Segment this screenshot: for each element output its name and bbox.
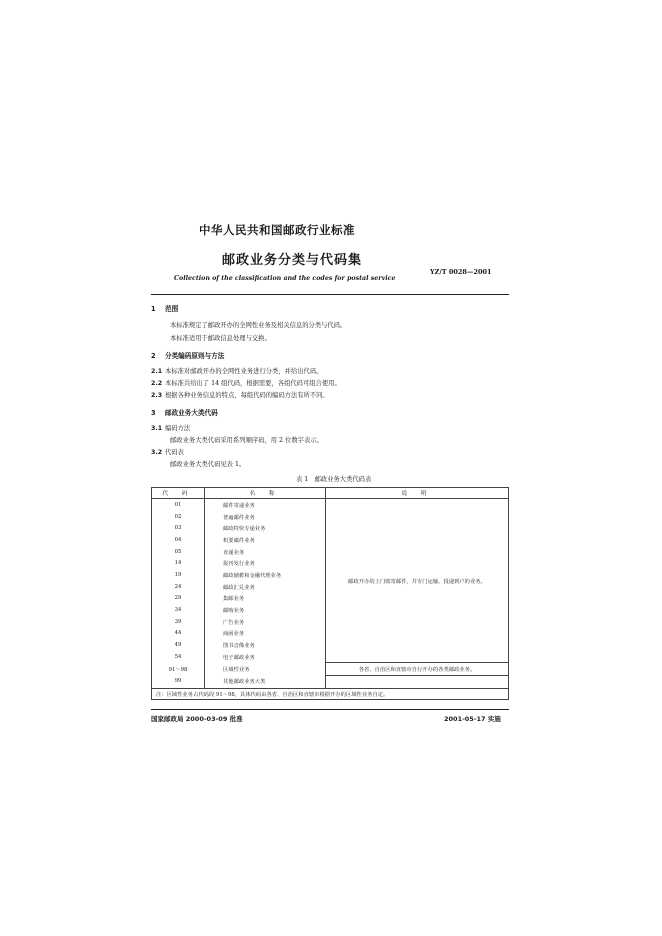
code-cell: 44: [152, 628, 205, 640]
code-cell: 39: [152, 616, 205, 628]
clause-2-2: [151, 378, 341, 387]
description-cell-empty: [326, 675, 509, 688]
code-cell: 19: [152, 569, 205, 581]
code-cell: 49: [152, 639, 205, 651]
table-note: 注：区域性业务占代码段 91～98，具体代码由各省、自治区和直辖市根据开办的区域性业务自定。: [152, 688, 509, 699]
document-title-english: Collection of the classification and the codes for postal service: [174, 275, 396, 282]
clause-title: 代码表: [165, 449, 184, 456]
name-cell: 商函业务: [205, 628, 326, 640]
code-cell: 04: [152, 534, 205, 546]
clause-text: 根据各种业务信息的特点，每组代码的编码方法有所不同。: [165, 392, 329, 399]
column-header-description: 说 明: [326, 488, 509, 499]
clause-3-1-text: 邮政业务大类代码采用系列顺序码，用 2 位数字表示。: [170, 437, 323, 444]
description-cell-regional: 各省、自治区和直辖市自行开办的各类邮政业务。: [326, 663, 509, 676]
clause-number: 3.2: [151, 449, 163, 456]
section-title: 邮政业务大类代码: [165, 409, 218, 417]
code-cell: 99: [152, 675, 205, 688]
clause-number: 2.1: [151, 368, 163, 375]
section-2-heading: [151, 350, 224, 360]
section-1-paragraph-2: 本标准适用于邮政信息处理与交换。: [170, 335, 271, 342]
clause-text: 本标准对邮政开办的全网性业务进行分类，并给出代码。: [165, 368, 323, 375]
name-cell: 邮购业务: [205, 604, 326, 616]
table-row: [152, 499, 509, 511]
clause-text: 本标准共给出了 14 组代码，根据需要，各组代码可组合使用。: [165, 380, 341, 387]
section-3-heading: [151, 407, 218, 417]
clause-3-2-text: 邮政业务大类代码见表 1。: [170, 461, 246, 468]
clause-number: 3.1: [151, 425, 163, 432]
code-cell: 01: [152, 499, 205, 511]
name-cell: 图书音像业务: [205, 639, 326, 651]
section-number: 2: [151, 352, 156, 360]
name-cell: 普遍邮件业务: [205, 511, 326, 523]
standard-code: YZ/T 0028—2001: [430, 268, 492, 276]
header-rule: [151, 294, 509, 295]
table-row: [152, 663, 509, 676]
description-cell-direct: 邮政开办的上门收寄邮件，并专门运输、投递到户的业务。: [326, 499, 509, 663]
footer-rule: [151, 709, 509, 710]
name-cell: 邮政储蓄和金融代理业务: [205, 569, 326, 581]
code-cell: 14: [152, 557, 205, 569]
code-cell: 03: [152, 522, 205, 534]
clause-2-1: [151, 366, 322, 375]
section-title: 范围: [165, 305, 179, 313]
implementation-date: 2001-05-17 实施: [444, 715, 501, 723]
clause-3-1: [151, 423, 190, 432]
code-cell: 02: [152, 511, 205, 523]
code-cell: 54: [152, 651, 205, 663]
code-cell: 05: [152, 546, 205, 558]
approval-date: 国家邮政局 2000-03-09 批准: [151, 715, 243, 723]
clause-number: 2.2: [151, 380, 163, 387]
column-header-code: 代 码: [152, 488, 205, 499]
code-cell: 24: [152, 581, 205, 593]
code-cell: 91～98: [152, 663, 205, 676]
clause-2-3: [151, 390, 329, 399]
name-cell: 邮件寄递业务: [205, 499, 326, 511]
clause-title: 编码方法: [165, 425, 191, 432]
business-code-table: [151, 487, 509, 700]
name-cell: 邮政汇兑业务: [205, 581, 326, 593]
issuing-authority: 中华人民共和国邮政行业标准: [199, 223, 355, 237]
table-caption: 表 1 邮政业务大类代码表: [296, 476, 372, 483]
clause-3-2: [151, 447, 184, 456]
code-cell: 34: [152, 604, 205, 616]
section-title: 分类编码原则与方法: [165, 352, 225, 360]
table-row: [152, 675, 509, 688]
section-number: 1: [151, 305, 156, 313]
name-cell: 报刊发行业务: [205, 557, 326, 569]
name-cell: 其他邮政业务大类: [205, 675, 326, 688]
clause-number: 2.3: [151, 392, 163, 399]
name-cell: 集邮业务: [205, 593, 326, 605]
name-cell: 电子邮政业务: [205, 651, 326, 663]
name-cell: 邮政特快专递业务: [205, 522, 326, 534]
name-cell: 机要邮件业务: [205, 534, 326, 546]
name-cell: 区域性业务: [205, 663, 326, 676]
section-number: 3: [151, 409, 156, 417]
column-header-name: 名 称: [205, 488, 326, 499]
table-note-row: [152, 688, 509, 699]
document-title: 邮政业务分类与代码集: [222, 253, 363, 268]
name-cell: 广告业务: [205, 616, 326, 628]
name-cell: 直递业务: [205, 546, 326, 558]
code-cell: 29: [152, 593, 205, 605]
section-1-heading: [151, 303, 178, 313]
section-1-paragraph-1: 本标准规定了邮政开办的全网性业务及相关信息的分类与代码。: [170, 322, 347, 329]
